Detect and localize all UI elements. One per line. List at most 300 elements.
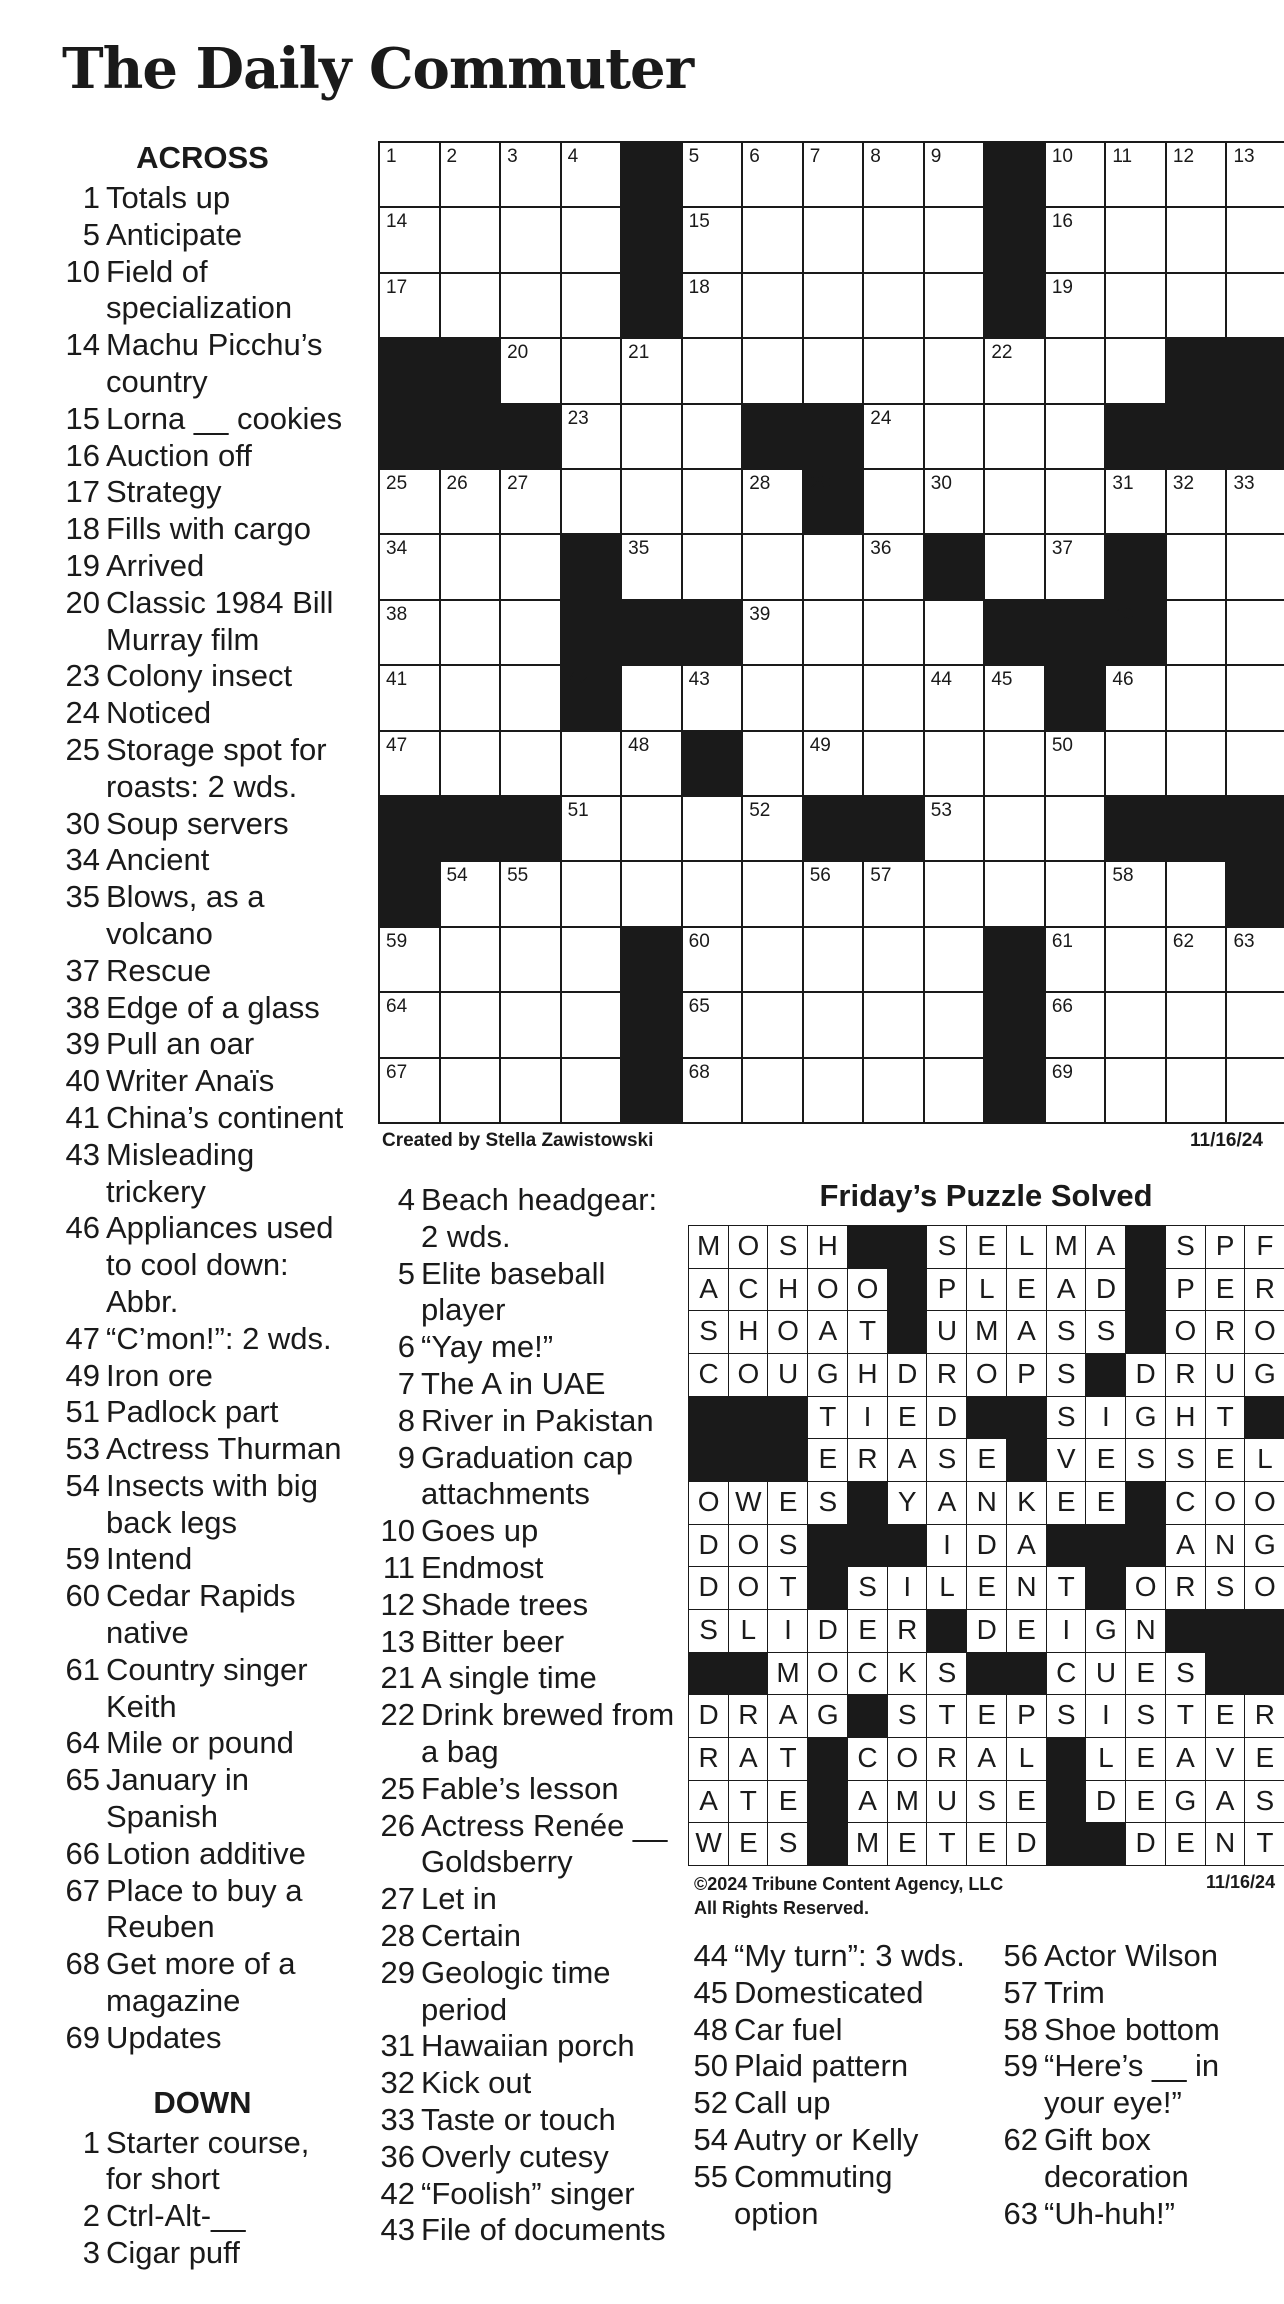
- grid-cell[interactable]: [741, 795, 804, 862]
- grid-cell[interactable]: [620, 533, 683, 600]
- grid-cell[interactable]: [1225, 468, 1284, 535]
- clue-text: File of documents: [421, 2212, 666, 2248]
- grid-cell[interactable]: [862, 272, 925, 339]
- solved-letter: H: [1165, 1396, 1206, 1440]
- black-square: [378, 860, 441, 927]
- solved-letter: T: [1165, 1694, 1206, 1738]
- grid-cell[interactable]: [1225, 730, 1284, 797]
- grid-cell[interactable]: [1165, 860, 1228, 927]
- solved-letter: E: [966, 1225, 1007, 1269]
- solved-black-square: [688, 1396, 729, 1440]
- grid-cell[interactable]: [741, 141, 804, 208]
- grid-cell[interactable]: [802, 272, 865, 339]
- grid-cell[interactable]: [439, 730, 502, 797]
- grid-cell[interactable]: [923, 337, 986, 404]
- solved-letter: P: [926, 1268, 967, 1312]
- grid-cell[interactable]: [1104, 337, 1167, 404]
- grid-cell[interactable]: [1044, 1057, 1107, 1124]
- grid-cell[interactable]: [1165, 926, 1228, 993]
- grid-cell[interactable]: [802, 533, 865, 600]
- clue-text: Field of specialization: [106, 253, 293, 326]
- grid-cell[interactable]: [1104, 206, 1167, 273]
- cell-number: 31: [1112, 473, 1134, 494]
- clue-number: 28: [380, 1917, 415, 1953]
- grid-cell[interactable]: [741, 533, 804, 600]
- grid-cell[interactable]: [983, 468, 1046, 535]
- solved-letter: E: [1244, 1737, 1284, 1781]
- down-list-part-2: [375, 1182, 675, 2249]
- black-square: [802, 795, 865, 862]
- solved-letter: S: [1085, 1310, 1126, 1354]
- grid-cell[interactable]: [1044, 337, 1107, 404]
- solved-black-square: [847, 1481, 888, 1525]
- solved-letter: N: [966, 1481, 1007, 1525]
- grid-cell[interactable]: [802, 599, 865, 666]
- grid-cell[interactable]: [439, 1057, 502, 1124]
- grid-cell[interactable]: [1044, 926, 1107, 993]
- grid-cell[interactable]: [1225, 599, 1284, 666]
- black-square: [1104, 403, 1167, 470]
- grid-cell[interactable]: [1044, 991, 1107, 1058]
- clue-number: 56: [1003, 1938, 1038, 1973]
- grid-cell[interactable]: [802, 337, 865, 404]
- grid-cell[interactable]: [439, 533, 502, 600]
- grid-cell[interactable]: [439, 206, 502, 273]
- grid-cell[interactable]: [1104, 730, 1167, 797]
- clue-text: Mile or pound: [106, 1725, 294, 1761]
- clue-number: 20: [65, 584, 100, 620]
- black-square: [983, 926, 1046, 993]
- grid-cell[interactable]: [802, 991, 865, 1058]
- grid-cell[interactable]: [1165, 141, 1228, 208]
- grid-cell[interactable]: [1044, 730, 1107, 797]
- grid-cell[interactable]: [499, 468, 562, 535]
- grid-cell[interactable]: [499, 141, 562, 208]
- grid-cell[interactable]: [862, 337, 925, 404]
- grid-cell[interactable]: [499, 599, 562, 666]
- grid-cell[interactable]: [378, 599, 441, 666]
- solved-letter: A: [1165, 1524, 1206, 1568]
- clue-text: Lotion additive: [106, 1835, 306, 1871]
- grid-cell[interactable]: [741, 272, 804, 339]
- grid-cell[interactable]: [923, 599, 986, 666]
- grid-cell[interactable]: [923, 991, 986, 1058]
- grid-cell[interactable]: [560, 468, 623, 535]
- cell-number: 48: [628, 734, 650, 756]
- clue-number: 60: [65, 1578, 100, 1614]
- clue-text: Totals up: [106, 180, 231, 215]
- clue-number: 34: [65, 842, 100, 878]
- grid-cell[interactable]: [681, 991, 744, 1058]
- cell-number: 20: [507, 342, 529, 364]
- grid-cell[interactable]: [620, 664, 683, 731]
- grid-cell[interactable]: [862, 141, 925, 208]
- grid-cell[interactable]: [862, 599, 925, 666]
- crossword-grid: [378, 141, 1284, 1122]
- grid-cell[interactable]: [560, 795, 623, 862]
- grid-cell[interactable]: [1225, 206, 1284, 273]
- grid-cell[interactable]: [378, 730, 441, 797]
- grid-cell[interactable]: [1165, 272, 1228, 339]
- solved-letter: R: [926, 1737, 967, 1781]
- grid-cell[interactable]: [1165, 206, 1228, 273]
- clue-item: [60, 548, 345, 585]
- black-square: [802, 403, 865, 470]
- clue-text: Kick out: [421, 2065, 532, 2101]
- cell-number: 10: [1051, 146, 1073, 167]
- clue-text: Fills with cargo: [106, 511, 311, 547]
- grid-cell[interactable]: [560, 730, 623, 797]
- clue-text: A single time: [421, 1660, 597, 1696]
- grid-cell[interactable]: [923, 206, 986, 273]
- grid-cell[interactable]: [741, 926, 804, 993]
- grid-cell[interactable]: [560, 337, 623, 404]
- grid-cell[interactable]: [560, 926, 623, 993]
- grid-cell[interactable]: [862, 926, 925, 993]
- grid-cell[interactable]: [1225, 926, 1284, 993]
- grid-cell[interactable]: [378, 1057, 441, 1124]
- clue-item: [60, 2235, 345, 2272]
- clue-text: Shade trees: [421, 1586, 589, 1622]
- grid-cell[interactable]: [1044, 795, 1107, 862]
- clue-item: [60, 1358, 345, 1395]
- clue-number: 16: [65, 437, 100, 473]
- grid-cell[interactable]: [802, 664, 865, 731]
- grid-cell[interactable]: [560, 1057, 623, 1124]
- grid-cell[interactable]: [741, 1057, 804, 1124]
- grid-cell[interactable]: [499, 991, 562, 1058]
- grid-cell[interactable]: [741, 206, 804, 273]
- grid-cell[interactable]: [923, 730, 986, 797]
- clue-text: Writer Anaïs: [106, 1063, 275, 1099]
- grid-cell[interactable]: [681, 468, 744, 535]
- grid-cell[interactable]: [681, 926, 744, 993]
- grid-cell[interactable]: [862, 533, 925, 600]
- solved-letter: S: [887, 1694, 928, 1738]
- clue-item: [60, 401, 345, 438]
- clue-item: [60, 1762, 345, 1836]
- grid-cell[interactable]: [620, 860, 683, 927]
- grid-cell[interactable]: [802, 1057, 865, 1124]
- grid-cell[interactable]: [1044, 141, 1107, 208]
- clue-text: Commuting option: [734, 2158, 893, 2231]
- clue-text: Actress Renée __ Goldsberry: [421, 1807, 668, 1880]
- clue-number: 53: [65, 1431, 100, 1467]
- clue-item: [60, 1946, 345, 2020]
- solved-black-square: [887, 1310, 928, 1354]
- clue-number: 54: [65, 1467, 100, 1503]
- clue-text: “Foolish” singer: [421, 2175, 635, 2211]
- grid-cell[interactable]: [1104, 991, 1167, 1058]
- grid-cell[interactable]: [741, 337, 804, 404]
- grid-cell[interactable]: [560, 860, 623, 927]
- grid-cell[interactable]: [439, 599, 502, 666]
- grid-cell[interactable]: [802, 730, 865, 797]
- grid-cell[interactable]: [862, 1057, 925, 1124]
- grid-cell[interactable]: [560, 272, 623, 339]
- grid-cell[interactable]: [1044, 860, 1107, 927]
- clue-item: [375, 1550, 675, 1587]
- grid-cell[interactable]: [378, 206, 441, 273]
- grid-cell[interactable]: [923, 468, 986, 535]
- clue-number: 59: [1003, 2048, 1038, 2084]
- grid-cell[interactable]: [1104, 664, 1167, 731]
- solved-letter: E: [1006, 1609, 1047, 1653]
- grid-cell[interactable]: [923, 860, 986, 927]
- clue-number: 8: [397, 1402, 415, 1438]
- solved-letter: G: [1165, 1780, 1206, 1824]
- clue-item: [60, 585, 345, 659]
- clue-number: 51: [65, 1394, 100, 1430]
- grid-cell[interactable]: [681, 860, 744, 927]
- solved-letter: S: [1165, 1652, 1206, 1696]
- grid-cell[interactable]: [1225, 991, 1284, 1058]
- clue-item: [375, 1808, 675, 1882]
- grid-cell[interactable]: [983, 533, 1046, 600]
- grid-cell[interactable]: [1104, 272, 1167, 339]
- grid-cell[interactable]: [620, 403, 683, 470]
- grid-cell[interactable]: [439, 141, 502, 208]
- grid-cell[interactable]: [862, 991, 925, 1058]
- grid-cell[interactable]: [1225, 664, 1284, 731]
- cell-number: 43: [688, 669, 710, 691]
- clue-text: Appliances used to cool down: Abbr.: [106, 1210, 334, 1319]
- solved-letter: E: [1125, 1780, 1166, 1824]
- down-clues-col-2: [375, 1182, 675, 2249]
- solved-letter: O: [966, 1353, 1007, 1397]
- grid-cell[interactable]: [378, 664, 441, 731]
- clue-number: 6: [397, 1329, 415, 1365]
- solved-letter: W: [728, 1481, 769, 1525]
- grid-cell[interactable]: [499, 860, 562, 927]
- grid-cell[interactable]: [983, 664, 1046, 731]
- grid-cell[interactable]: [1225, 141, 1284, 208]
- grid-cell[interactable]: [620, 337, 683, 404]
- grid-cell[interactable]: [499, 272, 562, 339]
- grid-cell[interactable]: [1165, 664, 1228, 731]
- grid-cell[interactable]: [499, 533, 562, 600]
- grid-cell[interactable]: [1225, 272, 1284, 339]
- grid-cell[interactable]: [560, 403, 623, 470]
- grid-cell[interactable]: [681, 664, 744, 731]
- grid-cell[interactable]: [1165, 533, 1228, 600]
- grid-cell[interactable]: [1044, 206, 1107, 273]
- solved-letter: I: [1085, 1694, 1126, 1738]
- solved-letter: O: [688, 1481, 729, 1525]
- black-square: [499, 403, 562, 470]
- black-square: [378, 337, 441, 404]
- clue-text: Rescue: [106, 952, 212, 988]
- grid-cell[interactable]: [378, 468, 441, 535]
- grid-cell[interactable]: [1044, 533, 1107, 600]
- grid-cell[interactable]: [620, 468, 683, 535]
- grid-cell[interactable]: [1165, 599, 1228, 666]
- solved-letter: S: [1165, 1225, 1206, 1269]
- grid-cell[interactable]: [378, 272, 441, 339]
- grid-cell[interactable]: [560, 991, 623, 1058]
- grid-cell[interactable]: [378, 533, 441, 600]
- grid-cell[interactable]: [862, 664, 925, 731]
- grid-cell[interactable]: [681, 795, 744, 862]
- grid-cell[interactable]: [681, 1057, 744, 1124]
- clue-text: Colony insect: [106, 658, 293, 694]
- grid-cell[interactable]: [923, 795, 986, 862]
- grid-cell[interactable]: [1104, 141, 1167, 208]
- grid-cell[interactable]: [802, 860, 865, 927]
- solved-letter: P: [1006, 1694, 1047, 1738]
- grid-cell[interactable]: [983, 795, 1046, 862]
- black-square: [983, 599, 1046, 666]
- solved-black-square: [728, 1396, 769, 1440]
- cell-number: 54: [446, 865, 468, 887]
- grid-cell[interactable]: [681, 337, 744, 404]
- clue-item: [60, 2198, 345, 2235]
- grid-cell[interactable]: [862, 403, 925, 470]
- grid-cell[interactable]: [1165, 468, 1228, 535]
- grid-cell[interactable]: [499, 730, 562, 797]
- clue-item: [60, 1541, 345, 1578]
- grid-cell[interactable]: [378, 991, 441, 1058]
- cell-number: 29: [809, 473, 831, 494]
- clue-item: [60, 695, 345, 732]
- clue-number: 24: [65, 695, 100, 731]
- black-square: [1104, 533, 1167, 600]
- grid-cell[interactable]: [862, 468, 925, 535]
- grid-cell[interactable]: [741, 730, 804, 797]
- solved-letter: A: [887, 1438, 928, 1482]
- grid-cell[interactable]: [923, 403, 986, 470]
- grid-cell[interactable]: [560, 206, 623, 273]
- cell-number: 26: [446, 473, 468, 494]
- cell-number: 27: [507, 473, 529, 494]
- clue-number: 12: [380, 1586, 415, 1622]
- clue-number: 63: [1003, 2195, 1038, 2231]
- grid-cell[interactable]: [983, 403, 1046, 470]
- grid-cell[interactable]: [681, 533, 744, 600]
- solved-letter: A: [1165, 1737, 1206, 1781]
- grid-cell[interactable]: [923, 926, 986, 993]
- grid-cell[interactable]: [741, 991, 804, 1058]
- solved-letter: U: [767, 1353, 808, 1397]
- puzzle-date: 11/16/24: [1190, 1130, 1263, 1151]
- grid-cell[interactable]: [681, 403, 744, 470]
- grid-cell[interactable]: [923, 141, 986, 208]
- grid-cell[interactable]: [620, 795, 683, 862]
- grid-cell[interactable]: [499, 926, 562, 993]
- down-heading: DOWN: [153, 2084, 252, 2120]
- grid-cell[interactable]: [499, 1057, 562, 1124]
- grid-cell[interactable]: [1104, 860, 1167, 927]
- grid-cell[interactable]: [862, 860, 925, 927]
- black-square: [620, 206, 683, 273]
- grid-cell[interactable]: [802, 141, 865, 208]
- clue-number: 43: [380, 2212, 415, 2248]
- cell-number: 3: [507, 146, 518, 167]
- grid-cell[interactable]: [1104, 468, 1167, 535]
- grid-cell[interactable]: [862, 206, 925, 273]
- grid-cell[interactable]: [741, 468, 804, 535]
- grid-cell[interactable]: [1044, 403, 1107, 470]
- grid-cell[interactable]: [439, 468, 502, 535]
- grid-cell[interactable]: [378, 141, 441, 208]
- grid-cell[interactable]: [802, 926, 865, 993]
- grid-cell[interactable]: [439, 272, 502, 339]
- grid-cell[interactable]: [499, 337, 562, 404]
- clue-text: Edge of a glass: [106, 989, 320, 1025]
- grid-cell[interactable]: [923, 272, 986, 339]
- black-square: [802, 468, 865, 535]
- grid-cell[interactable]: [1165, 1057, 1228, 1124]
- solved-letter: P: [1205, 1225, 1246, 1269]
- solved-black-square: [807, 1822, 848, 1866]
- black-square: [983, 991, 1046, 1058]
- grid-cell[interactable]: [983, 337, 1046, 404]
- grid-cell[interactable]: [499, 206, 562, 273]
- grid-cell[interactable]: [439, 860, 502, 927]
- grid-cell[interactable]: [1104, 1057, 1167, 1124]
- solved-letter: S: [1046, 1310, 1087, 1354]
- clue-text: Ctrl-Alt-__: [106, 2198, 246, 2234]
- grid-cell[interactable]: [681, 272, 744, 339]
- grid-cell[interactable]: [923, 664, 986, 731]
- solved-letter: A: [807, 1310, 848, 1354]
- grid-cell[interactable]: [681, 206, 744, 273]
- grid-cell[interactable]: [1225, 533, 1284, 600]
- grid-cell[interactable]: [681, 141, 744, 208]
- grid-cell[interactable]: [1044, 272, 1107, 339]
- grid-cell[interactable]: [983, 730, 1046, 797]
- grid-cell[interactable]: [862, 730, 925, 797]
- grid-cell[interactable]: [499, 664, 562, 731]
- grid-cell[interactable]: [741, 664, 804, 731]
- black-square: [378, 795, 441, 862]
- grid-cell[interactable]: [923, 1057, 986, 1124]
- grid-cell[interactable]: [1044, 468, 1107, 535]
- clue-number: 38: [65, 989, 100, 1025]
- black-square: [620, 991, 683, 1058]
- clue-text: Car fuel: [734, 2011, 843, 2047]
- grid-cell[interactable]: [439, 926, 502, 993]
- grid-cell[interactable]: [1104, 926, 1167, 993]
- black-square: [1044, 664, 1107, 731]
- solved-letter: I: [1046, 1609, 1087, 1653]
- solved-letter: M: [887, 1780, 928, 1824]
- grid-cell[interactable]: [620, 730, 683, 797]
- grid-cell[interactable]: [741, 860, 804, 927]
- solved-letter: T: [847, 1310, 888, 1354]
- solved-letter: F: [1244, 1225, 1284, 1269]
- grid-cell[interactable]: [802, 206, 865, 273]
- clue-item: [60, 254, 345, 328]
- black-square: [620, 926, 683, 993]
- grid-cell[interactable]: [560, 141, 623, 208]
- grid-cell[interactable]: [1225, 1057, 1284, 1124]
- cell-number: 51: [567, 800, 589, 821]
- grid-cell[interactable]: [439, 664, 502, 731]
- solved-letter: D: [1125, 1822, 1166, 1866]
- grid-cell[interactable]: [1165, 730, 1228, 797]
- grid-cell[interactable]: [1165, 991, 1228, 1058]
- solved-black-square: [1125, 1524, 1166, 1568]
- grid-cell[interactable]: [983, 860, 1046, 927]
- clue-number: 48: [693, 2011, 728, 2047]
- solved-letter: I: [847, 1396, 888, 1440]
- black-square: [1165, 795, 1228, 862]
- grid-cell[interactable]: [378, 926, 441, 993]
- grid-cell[interactable]: [439, 991, 502, 1058]
- grid-cell[interactable]: [741, 599, 804, 666]
- solved-letter: E: [1125, 1652, 1166, 1696]
